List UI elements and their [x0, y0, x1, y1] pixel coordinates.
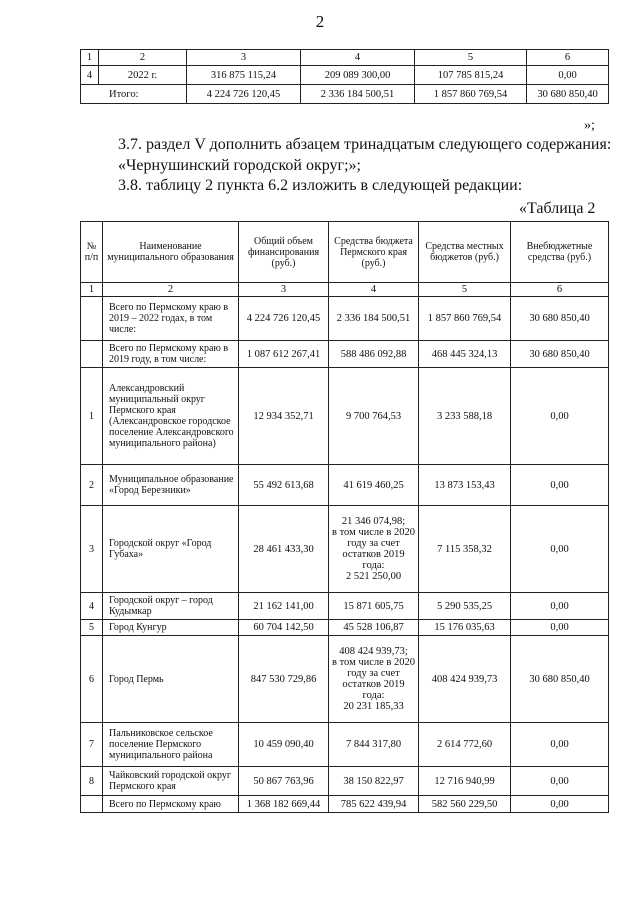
local-cell: 3 233 588,18 [419, 368, 511, 465]
table-row [81, 593, 609, 620]
table-row [81, 368, 609, 465]
regional-cell: 209 089 300,00 [301, 66, 415, 85]
row-name: Всего по Пермскому краю в 2019 году, в том числе: [103, 341, 239, 368]
total-row [81, 85, 609, 104]
regional-value: 21 346 074,98; [341, 516, 406, 527]
row-number: 6 [81, 636, 103, 723]
column-number: 6 [511, 283, 609, 297]
column-number: 1 [81, 50, 99, 66]
total-cell: 316 875 115,24 [187, 66, 301, 85]
total-cell: 21 162 141,00 [239, 593, 329, 620]
column-number: 4 [301, 50, 415, 66]
local-cell: 5 290 535,25 [419, 593, 511, 620]
header-regional: Средства бюджета Пермского края (руб.) [329, 222, 419, 283]
table-row [81, 636, 609, 723]
extra-cell: 0,00 [527, 66, 609, 85]
local-cell: 2 614 772,60 [419, 723, 511, 767]
row-number: 7 [81, 723, 103, 767]
row-number: 8 [81, 767, 103, 796]
table-row [81, 66, 609, 85]
total-cell: 1 087 612 267,41 [239, 341, 329, 368]
row-name: Город Кунгур [103, 620, 239, 636]
regional-cell: 45 528 106,87 [329, 620, 419, 636]
funding-table-2 [80, 221, 609, 813]
year-cell: 2022 г. [99, 66, 187, 85]
local-cell: 7 115 358,32 [419, 506, 511, 593]
table-row [81, 465, 609, 506]
total-cell: 10 459 090,40 [239, 723, 329, 767]
paragraph-3-7: 3.7. раздел V дополнить абзацем тринадцатым следующего содержания: [118, 136, 612, 153]
row-number: 5 [81, 620, 103, 636]
regional-cell: 785 622 439,94 [329, 796, 419, 813]
total-label: Итого: [81, 85, 187, 104]
column-number: 5 [419, 283, 511, 297]
row-name: Городской округ – город Кудымкар [103, 593, 239, 620]
regional-cell: 38 150 822,97 [329, 767, 419, 796]
row-number: 3 [81, 506, 103, 593]
header-total: Общий объем финансирования (руб.) [239, 222, 329, 283]
local-cell: 408 424 939,73 [419, 636, 511, 723]
row-number: 4 [81, 66, 99, 85]
column-number-row [81, 50, 609, 66]
extra-cell: 30 680 850,40 [511, 636, 609, 723]
header-local: Средства местных бюджетов (руб.) [419, 222, 511, 283]
extra-cell: 30 680 850,40 [511, 297, 609, 341]
local-cell: 15 176 035,63 [419, 620, 511, 636]
table-row [81, 723, 609, 767]
local-cell: 582 560 229,50 [419, 796, 511, 813]
regional-note-value: 2 521 250,00 [345, 571, 402, 582]
row-name: Всего по Пермскому краю в 2019 – 2022 годах, в том числе: [103, 297, 239, 341]
empty-cell [81, 297, 103, 341]
total-cell: 4 224 726 120,45 [239, 297, 329, 341]
local-cell: 1 857 860 769,54 [415, 85, 527, 104]
extra-cell: 0,00 [511, 767, 609, 796]
table-header-row [81, 222, 609, 283]
row-name: Городской округ «Город Губаха» [103, 506, 239, 593]
regional-cell: 7 844 317,80 [329, 723, 419, 767]
row-name: Город Пермь [103, 636, 239, 723]
paragraph-3-8: 3.8. таблицу 2 пункта 6.2 изложить в следующей редакции: [118, 177, 523, 194]
row-number: 1 [81, 368, 103, 465]
regional-cell: 2 336 184 500,51 [329, 297, 419, 341]
extra-cell: 0,00 [511, 368, 609, 465]
row-name: Чайковский городской округ Пермского края [103, 767, 239, 796]
local-cell: 12 716 940,99 [419, 767, 511, 796]
regional-cell: 588 486 092,88 [329, 341, 419, 368]
column-number: 3 [187, 50, 301, 66]
total-cell: 847 530 729,86 [239, 636, 329, 723]
column-number: 3 [239, 283, 329, 297]
table-row [81, 506, 609, 593]
regional-cell: 9 700 764,53 [329, 368, 419, 465]
regional-note: в том числе в 2020 году за счет остатков 2019 года: [331, 657, 416, 701]
table-caption: «Таблица 2 [519, 200, 596, 217]
column-number-row [81, 283, 609, 297]
regional-cell: 15 871 605,75 [329, 593, 419, 620]
extra-cell: 0,00 [511, 723, 609, 767]
regional-cell: 41 619 460,25 [329, 465, 419, 506]
row-number: 4 [81, 593, 103, 620]
header-number: № п/п [81, 222, 103, 283]
closing-quote: »; [584, 118, 595, 133]
page-number: 2 [315, 12, 325, 31]
extra-cell: 0,00 [511, 506, 609, 593]
total-cell: 60 704 142,50 [239, 620, 329, 636]
extra-cell: 30 680 850,40 [511, 341, 609, 368]
local-cell: 13 873 153,43 [419, 465, 511, 506]
regional-cell [329, 506, 419, 593]
column-number: 1 [81, 283, 103, 297]
total-cell: 4 224 726 120,45 [187, 85, 301, 104]
empty-cell [81, 341, 103, 368]
column-number: 2 [103, 283, 239, 297]
row-number: 2 [81, 465, 103, 506]
row-name: Всего по Пермскому краю [103, 796, 239, 813]
table-row [81, 767, 609, 796]
regional-value: 408 424 939,73; [339, 646, 408, 657]
header-name: Наименование муниципального образования [103, 222, 239, 283]
row-name: Пальниковское сельское поселение Пермского муниципального района [103, 723, 239, 767]
regional-note: в том числе в 2020 году за счет остатков 2019 года: [331, 527, 416, 571]
total-cell: 55 492 613,68 [239, 465, 329, 506]
empty-cell [81, 796, 103, 813]
column-number: 4 [329, 283, 419, 297]
extra-cell: 0,00 [511, 465, 609, 506]
header-extra: Внебюджетные средства (руб.) [511, 222, 609, 283]
column-number: 6 [527, 50, 609, 66]
extra-cell: 0,00 [511, 620, 609, 636]
row-name: Муниципальное образование «Город Березники» [103, 465, 239, 506]
extra-cell: 0,00 [511, 796, 609, 813]
local-cell: 1 857 860 769,54 [419, 297, 511, 341]
regional-cell [329, 636, 419, 723]
row-name: Александровский муниципальный округ Пермского края (Александровское городское поселение Александровского муниципального района) [103, 368, 239, 465]
local-cell: 107 785 815,24 [415, 66, 527, 85]
column-number: 2 [99, 50, 187, 66]
total-cell: 12 934 352,71 [239, 368, 329, 465]
regional-cell: 2 336 184 500,51 [301, 85, 415, 104]
funding-table-continuation [80, 49, 609, 104]
total-row [81, 796, 609, 813]
total-cell: 50 867 763,96 [239, 767, 329, 796]
extra-cell: 0,00 [511, 593, 609, 620]
column-number: 5 [415, 50, 527, 66]
summary-row [81, 341, 609, 368]
summary-row [81, 297, 609, 341]
extra-cell: 30 680 850,40 [527, 85, 609, 104]
table-row [81, 620, 609, 636]
total-cell: 1 368 182 669,44 [239, 796, 329, 813]
local-cell: 468 445 324,13 [419, 341, 511, 368]
total-cell: 28 461 433,30 [239, 506, 329, 593]
regional-note-value: 20 231 185,33 [343, 701, 404, 712]
paragraph-new-district: «Чернушинский городской округ;»; [118, 157, 361, 174]
